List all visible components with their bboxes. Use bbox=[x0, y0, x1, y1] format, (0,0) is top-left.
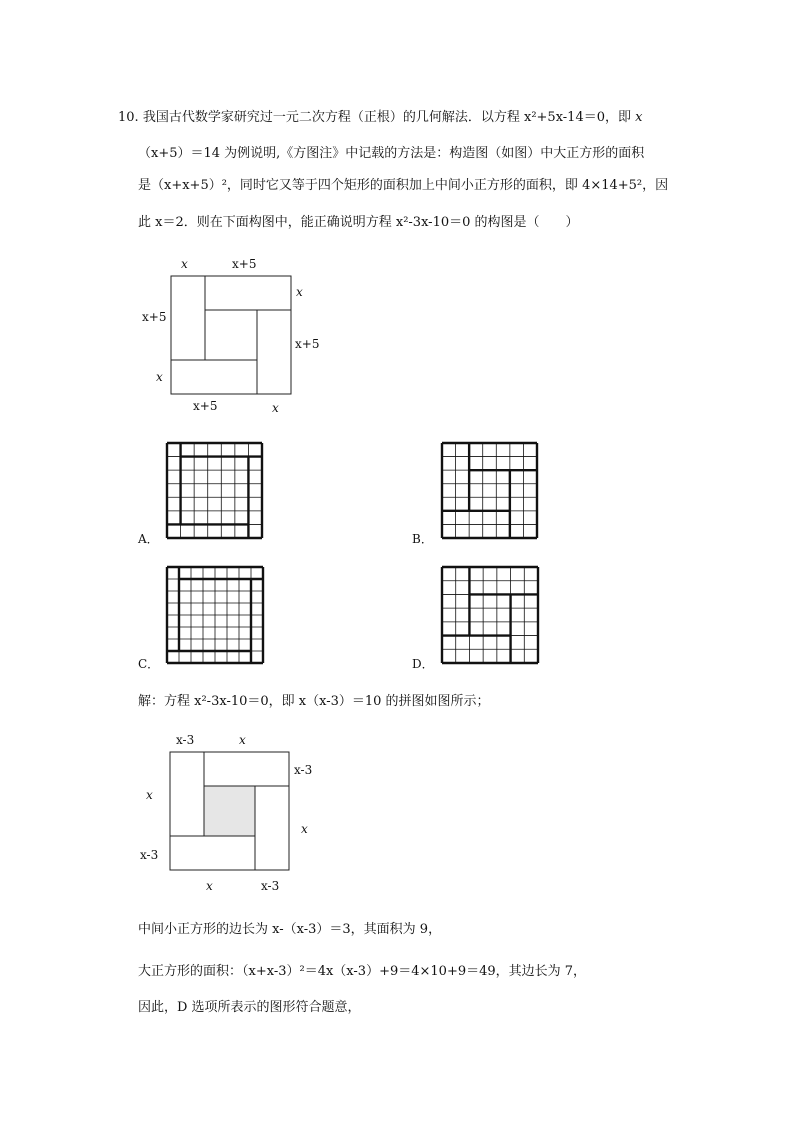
problem-text-1x: x bbox=[635, 110, 643, 125]
fig2-label-bottom-right: x-3 bbox=[261, 879, 280, 893]
option-b-label: B． bbox=[412, 532, 433, 546]
fig1-label-bottom-right: x bbox=[272, 401, 279, 415]
problem-line-1 bbox=[118, 110, 642, 126]
option-a-label: A． bbox=[138, 532, 159, 546]
fig1-label-right-bottom: x+5 bbox=[295, 337, 320, 351]
fig2-label-top-right: x bbox=[239, 733, 246, 747]
fig2-label-bottom-left: x bbox=[206, 879, 213, 893]
problem-text-1a: 我国古代数学家研究过一元二次方程（正根）的几何解法．以方程 bbox=[142, 110, 520, 125]
fig1-label-bottom-left: x+5 bbox=[193, 399, 218, 413]
solution-line-4: 因此，D 选项所表示的图形符合题意， bbox=[138, 1000, 361, 1015]
fig1-label-left-bottom: x bbox=[156, 370, 163, 384]
option-c-label: C． bbox=[138, 657, 160, 671]
fig2-label-left-top: x bbox=[146, 788, 153, 802]
fig1-label-top-right: x+5 bbox=[232, 257, 257, 271]
fig2-label-right-top: x-3 bbox=[294, 763, 313, 777]
option-d-label: D． bbox=[412, 657, 434, 671]
problem-number: 10. bbox=[118, 110, 139, 125]
problem-text-1eq: x²+5x-14＝0，即 bbox=[523, 110, 631, 125]
solution-line-2: 中间小正方形的边长为 x-（x-3）＝3，其面积为 9， bbox=[138, 922, 442, 937]
problem-line-4: 此 x＝2．则在下面构图中，能正确说明方程 x²-3x-10＝0 的构图是（ ） bbox=[138, 215, 579, 230]
fig1-label-top-left: x bbox=[181, 257, 188, 271]
center-square bbox=[204, 786, 255, 836]
fig2-label-left-bottom: x-3 bbox=[140, 848, 159, 862]
fig1-label-left-top: x+5 bbox=[142, 310, 167, 324]
solution-line-3: 大正方形的面积：（x+x-3）²＝4x（x-3）+9＝4×10+9＝49，其边长为 7， bbox=[138, 964, 587, 979]
solution-line-1: 解：方程 x²-3x-10＝0，即 x（x-3）＝10 的拼图如图所示； bbox=[138, 694, 490, 709]
fig1-label-right-top: x bbox=[296, 285, 303, 299]
fig2-label-top-left: x-3 bbox=[176, 733, 195, 747]
problem-line-3: 是（x+x+5）²，同时它又等于四个矩形的面积加上中间小正方形的面积，即 4×14+5²，因 bbox=[138, 178, 669, 193]
problem-line-2: （x+5）＝14 为例说明,《方图注》中记载的方法是：构造图（如图）中大正方形的面积 bbox=[138, 146, 645, 161]
fig2-label-right-bottom: x bbox=[301, 822, 308, 836]
